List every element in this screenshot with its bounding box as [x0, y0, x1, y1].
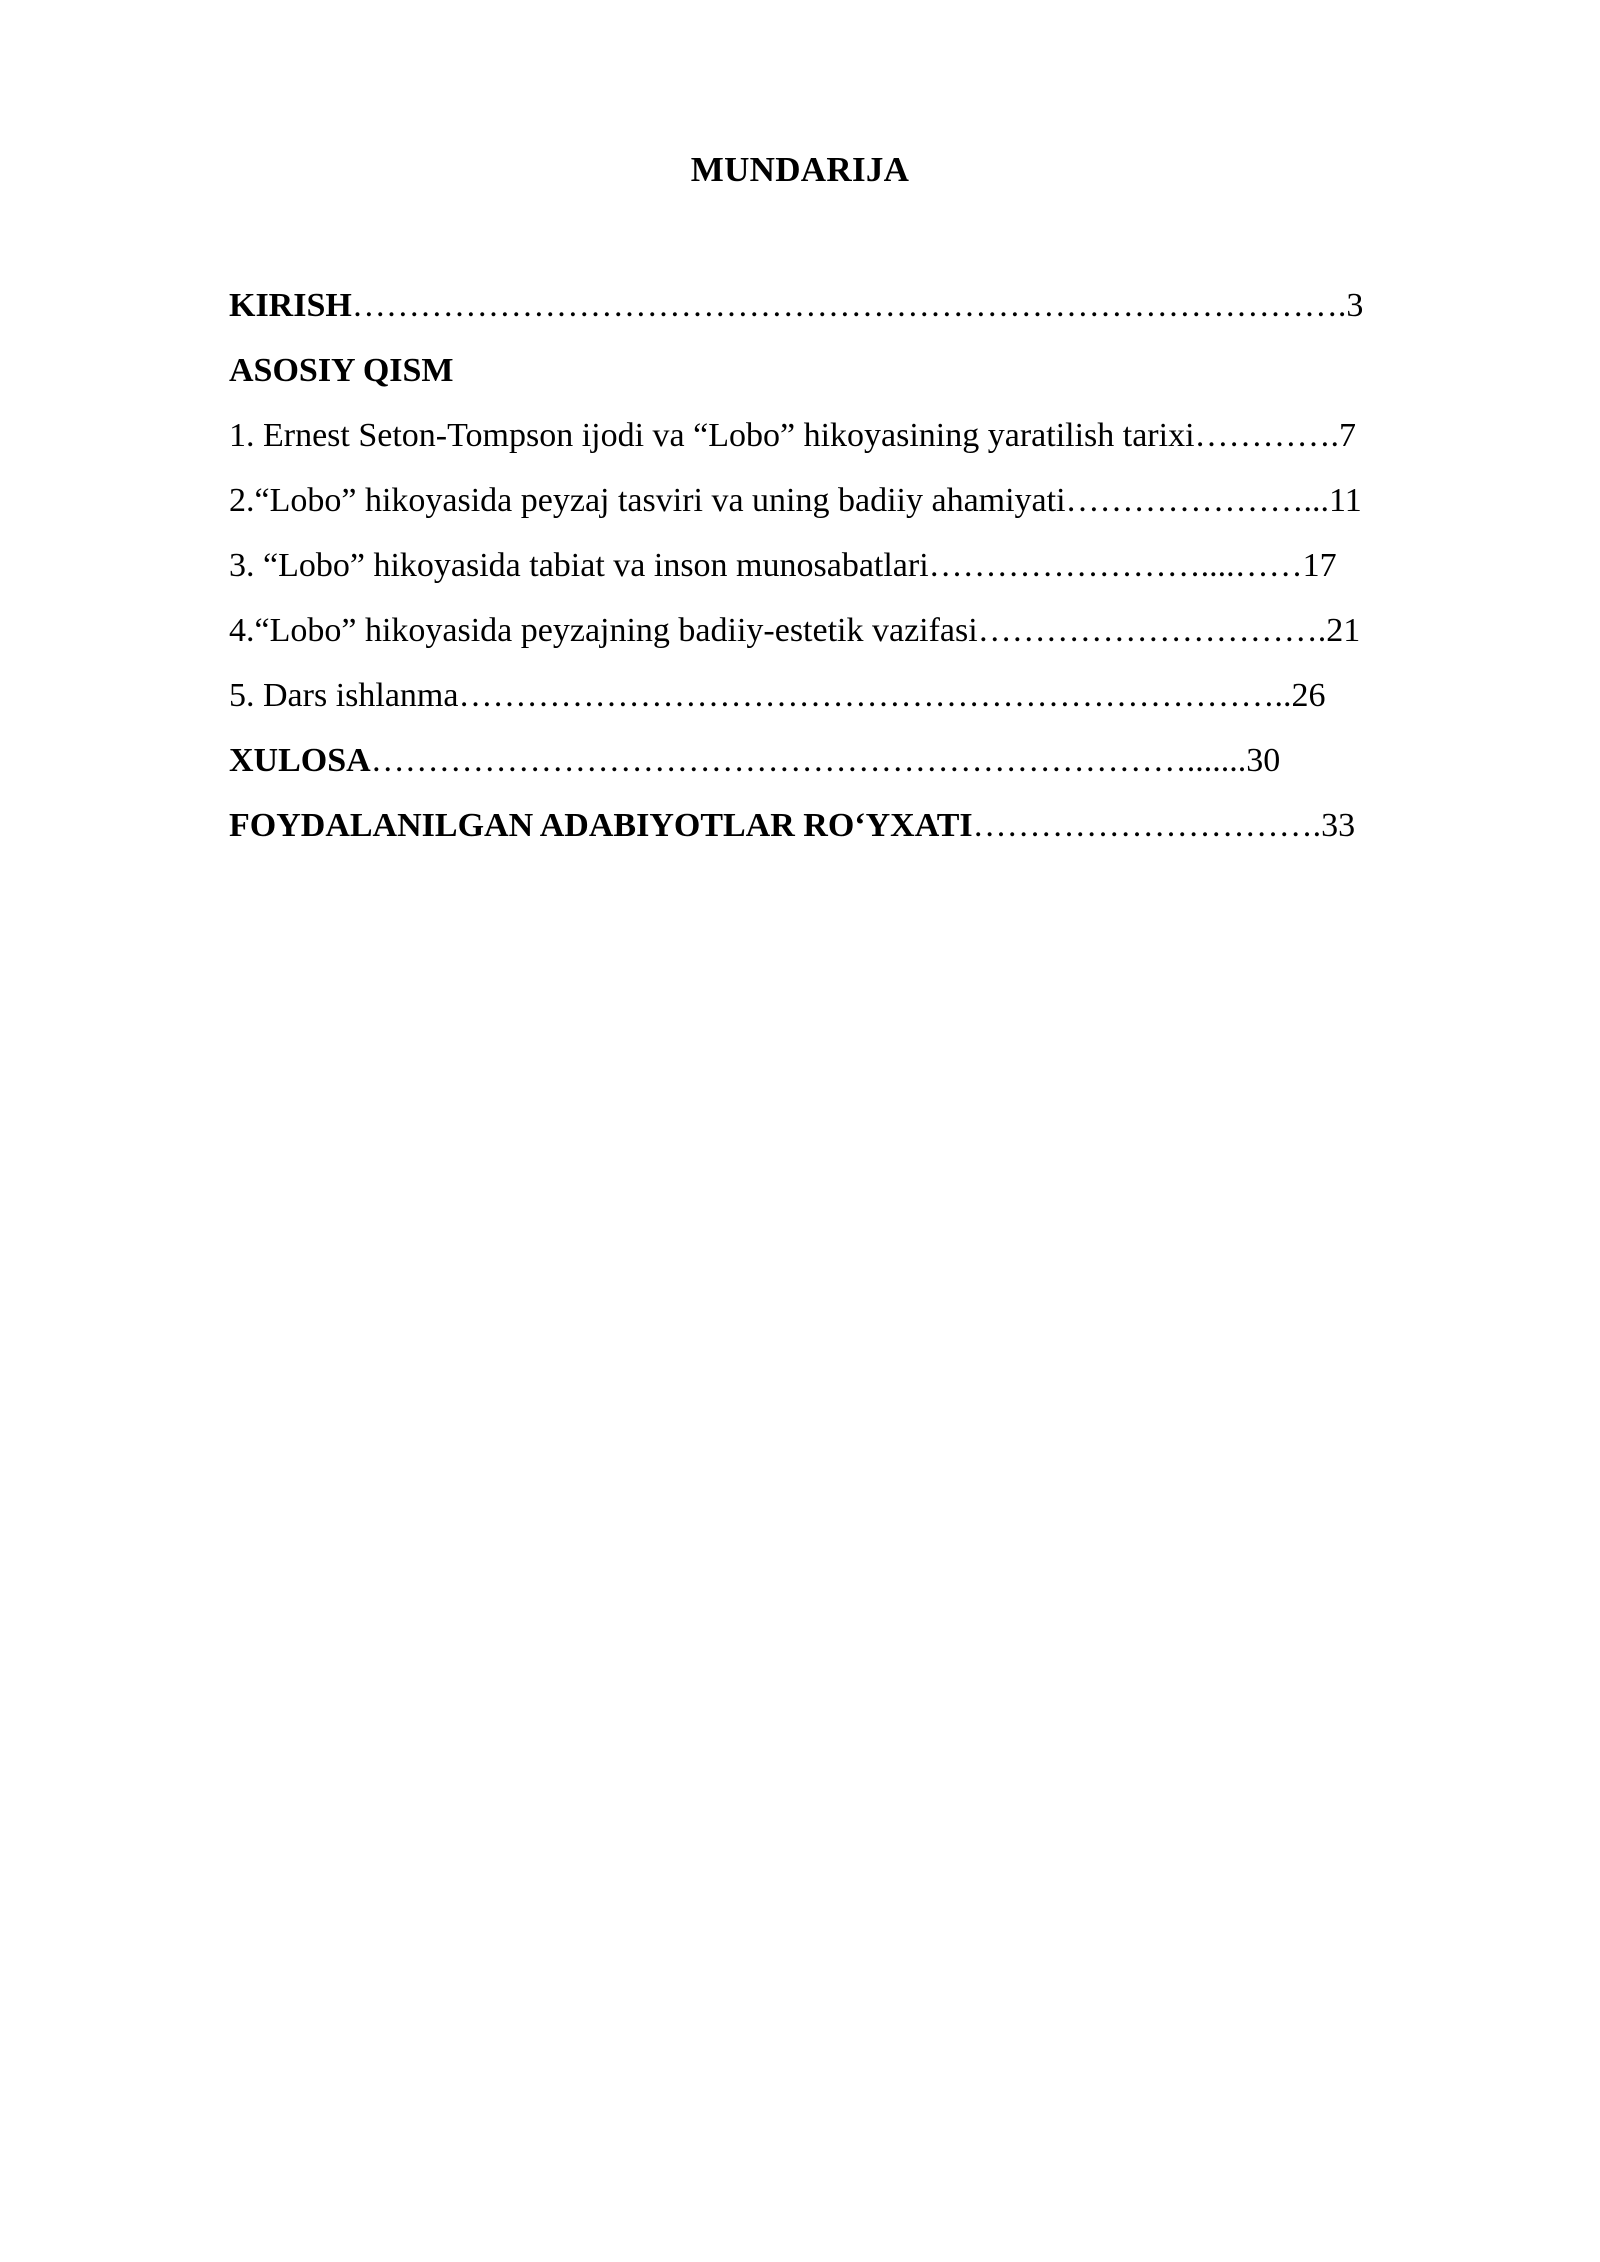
- toc-page-number: .26: [1282, 677, 1326, 714]
- toc-item-3: [229, 540, 1485, 605]
- toc-item-title: 4.“Lobo” hikoyasida peyzajning badiiy-estetik vazifasi: [229, 612, 978, 649]
- toc-page-number: .3: [1337, 287, 1364, 324]
- toc-item-asosiy-qism: [229, 345, 1485, 410]
- toc-item-title: KIRISH: [229, 287, 352, 324]
- toc-item-kirish: [229, 280, 1485, 345]
- toc-leader-dots: ……………………………………………………………………………: [351, 287, 1338, 324]
- toc-page-number: 30: [1246, 742, 1281, 779]
- toc-page-number: 11: [1329, 482, 1362, 519]
- toc-leader-dots: ……………………………………………………………….......: [370, 742, 1247, 779]
- toc-item-4: [229, 605, 1485, 670]
- toc-item-title: 1. Ernest Seton-Tompson ijodi va “Lobo” hikoyasining yaratilish tarixi: [229, 417, 1195, 454]
- toc-item-title: 3. “Lobo” hikoyasida tabiat va inson munosabatlari: [229, 547, 929, 584]
- toc-item-5: [229, 670, 1485, 735]
- toc-page-number: 21: [1326, 612, 1361, 649]
- toc-leader-dots: ………….: [1194, 417, 1340, 454]
- toc-leader-dots: ………………………….: [972, 807, 1322, 844]
- toc-item-title: 2.“Lobo” hikoyasida peyzaj tasviri va uning badiiy ahamiyati: [229, 482, 1066, 519]
- toc-item-adabiyotlar: [229, 800, 1485, 865]
- toc-leader-dots: ………………………….: [977, 612, 1327, 649]
- toc-leader-dots: ……………………....……: [928, 547, 1303, 584]
- table-of-contents: [229, 280, 1485, 865]
- toc-page-number: 33: [1321, 807, 1356, 844]
- toc-item-xulosa: [229, 735, 1485, 800]
- toc-leader-dots: ……………………………………………………………….: [458, 677, 1283, 714]
- toc-item-title: 5. Dars ishlanma: [229, 677, 459, 714]
- toc-page-number: 7: [1339, 417, 1357, 454]
- toc-item-title: FOYDALANILGAN ADABIYOTLAR RO‘YXATI: [229, 807, 973, 844]
- toc-item-title: XULOSA: [229, 742, 371, 779]
- toc-page-number: 17: [1302, 547, 1337, 584]
- toc-item-2: [229, 475, 1485, 540]
- toc-item-1: [229, 410, 1485, 475]
- toc-item-title: ASOSIY QISM: [229, 352, 454, 389]
- page-title: MUNDARIJA: [690, 150, 910, 189]
- toc-leader-dots: …………………...: [1065, 482, 1330, 519]
